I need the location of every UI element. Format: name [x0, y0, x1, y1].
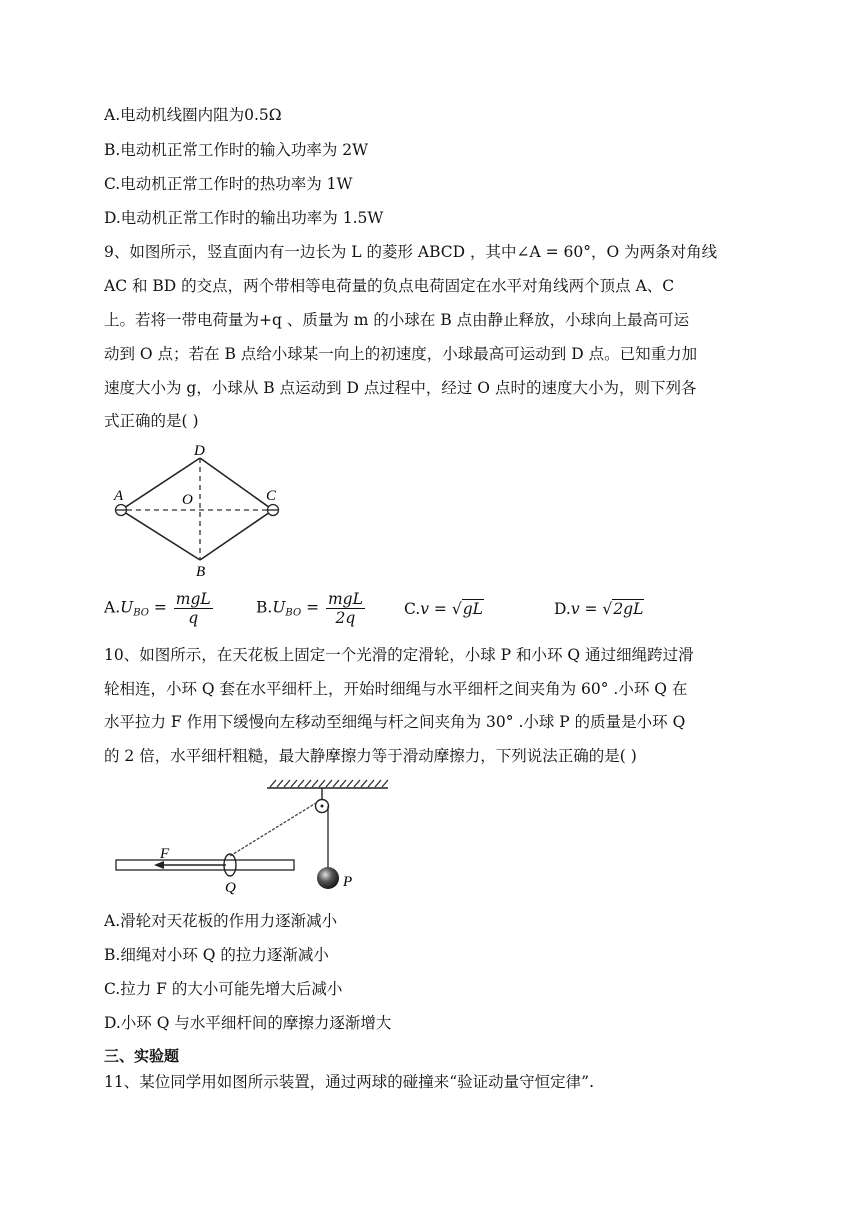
label-d: D: [194, 443, 205, 459]
q10-option-b: B.细绳对小环 Q 的拉力逐渐减小: [104, 946, 329, 964]
q9-stem-line-1: 9、如图所示，竖直面内有一边长为 L 的菱形 ABCD ，其中∠A = 60°，O 为两条对角线: [104, 243, 718, 261]
q11-stem: 11、某位同学用如图所示装置，通过两球的碰撞来“验证动量守恒定律”.: [104, 1073, 595, 1091]
q9-stem-line-2: AC 和 BD 的交点，两个带相等电荷量的负点电荷固定在水平对角线两个顶点 A、C: [104, 277, 675, 295]
q10-stem-line-2: 轮相连，小环 Q 套在水平细杆上，开始时细绳与水平细杆之间夹角为 60° .小环 Q 在: [104, 680, 688, 698]
label-b: B: [196, 564, 206, 580]
q9-stem-line-6: 式正确的是( ): [104, 412, 199, 430]
q9-stem-line-4: 动到 O 点；若在 B 点给小球某一向上的初速度，小球最高可运动到 D 点。已知重力加: [104, 345, 698, 363]
rhombus-figure: [108, 440, 298, 580]
q9-option-d: D.v = √2gL: [554, 600, 644, 618]
label-o: O: [182, 492, 193, 508]
q10-stem-line-1: 10、如图所示，在天花板上固定一个光滑的定滑轮，小球 P 和小环 Q 通过细绳跨过滑: [104, 646, 694, 664]
q9-stem-line-5: 速度大小为 g，小球从 B 点运动到 D 点过程中，经过 O 点时的速度大小为，则下列各: [104, 379, 697, 397]
section-heading: 三、实验题: [104, 1047, 180, 1065]
q8-option-a: A.电动机线圈内阻为0.5Ω: [104, 106, 282, 124]
q8-option-c: C.电动机正常工作时的热功率为 1W: [104, 175, 353, 193]
q9-option-a: $A.U_{BO}$ = $\frac{\text{mgL}}{q}$: [104, 590, 211, 627]
q9-stem-line-3: 上。若将一带电荷量为+q 、质量为 m 的小球在 B 点由静止释放，小球向上最高可运: [104, 311, 690, 329]
label-q: Q: [225, 880, 236, 896]
pulley-figure: [110, 778, 400, 900]
q10-stem-line-4: 的 2 倍，水平细杆粗糙，最大静摩擦力等于滑动摩擦力，下列说法正确的是( ): [104, 747, 637, 765]
rhombus-edge-dc: [200, 458, 273, 510]
label-f: F: [160, 846, 170, 862]
label-c: C: [266, 488, 277, 504]
label-a: A: [114, 488, 124, 504]
q10-option-c: C.拉力 F 的大小可能先增大后减小: [104, 980, 343, 998]
rhombus-edge-ba: [121, 510, 200, 560]
rope-slant: [230, 803, 316, 856]
q8-option-d: D.电动机正常工作时的输出功率为 1.5W: [104, 209, 384, 227]
q9-option-c: C.v = √gL: [404, 600, 483, 618]
q10-stem-line-3: 水平拉力 F 作用下缓慢向左移动至细绳与杆之间夹角为 30° .小球 P 的质量是小环 Q: [104, 713, 686, 731]
q10-option-a: A.滑轮对天花板的作用力逐渐减小: [104, 912, 338, 930]
label-p: P: [343, 874, 353, 890]
q8-option-b: B.电动机正常工作时的输入功率为 2W: [104, 141, 369, 159]
ball-p: [317, 867, 339, 889]
q10-option-d: D.小环 Q 与水平细杆间的摩擦力逐渐增大: [104, 1014, 392, 1032]
rhombus-edge-cb: [200, 510, 273, 560]
q9-option-b: $B.U_{BO}$ = $\frac{\text{mgL}}{2q}$: [256, 590, 363, 627]
